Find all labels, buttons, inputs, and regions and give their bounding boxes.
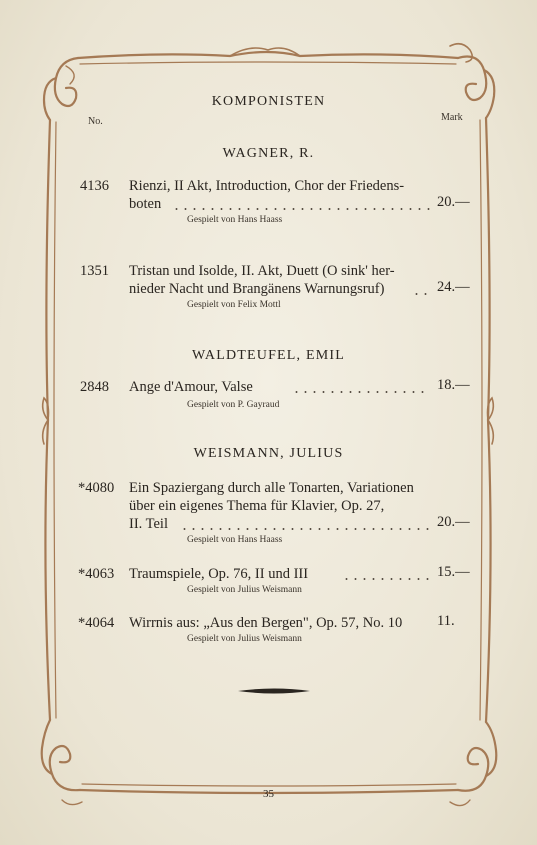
catalog-number: *4063 [78, 566, 115, 582]
work-title-line: Ein Spaziergang durch alle Tonarten, Variationen [129, 480, 414, 496]
performer-credit: Gespielt von Julius Weismann [187, 634, 302, 644]
section-end-rule [238, 686, 310, 696]
catalog-number: 4136 [80, 178, 109, 194]
price: 20.— [437, 514, 470, 530]
column-header-number: No. [88, 116, 103, 127]
work-title-line: boten [129, 196, 162, 212]
work-title-line: Traumspiele, Op. 76, II und III [129, 566, 309, 582]
dot-leader [172, 208, 430, 210]
work-title-line: Wirrnis aus: „Aus den Bergen", Op. 57, No. 10 [129, 615, 403, 631]
dot-leader [412, 293, 432, 295]
work-title-line: Ange d'Amour, Valse [129, 379, 253, 395]
catalog-number: *4080 [78, 480, 115, 496]
price: 18.— [437, 377, 470, 393]
page-number: 35 [263, 788, 274, 800]
performer-credit: Gespielt von Felix Mottl [187, 300, 281, 310]
performer-credit: Gespielt von Hans Haass [187, 535, 283, 545]
composer-heading: WAGNER, R. [222, 146, 315, 161]
column-header-price: Mark [441, 112, 463, 123]
composer-heading: WEISMANN, JULIUS [193, 446, 344, 461]
price: 20.— [437, 194, 470, 210]
performer-credit: Gespielt von Julius Weismann [187, 585, 302, 595]
price: 15.— [437, 564, 470, 580]
catalog-number: 2848 [80, 379, 109, 395]
dot-leader [180, 528, 430, 530]
work-title-line: nieder Nacht und Brangänens Warnungsruf) [129, 281, 385, 297]
dot-leader [292, 391, 430, 393]
work-title-line: II. Teil [129, 516, 168, 532]
work-title-line: über ein eigenes Thema für Klavier, Op. 27, [129, 498, 385, 514]
catalog-number: 1351 [80, 263, 109, 279]
catalog-number: *4064 [78, 615, 115, 631]
work-title-line: Tristan und Isolde, II. Akt, Duett (O sink' her- [129, 263, 395, 279]
performer-credit: Gespielt von P. Gayraud [187, 400, 280, 410]
work-title-line: Rienzi, II Akt, Introduction, Chor der Friedens- [129, 178, 405, 194]
page-title: KOMPONISTEN [211, 94, 326, 109]
price: 11. [437, 613, 455, 629]
price: 24.— [437, 279, 470, 295]
composer-heading: WALDTEUFEL, EMIL [192, 348, 345, 363]
dot-leader [342, 578, 430, 580]
performer-credit: Gespielt von Hans Haass [187, 215, 283, 225]
